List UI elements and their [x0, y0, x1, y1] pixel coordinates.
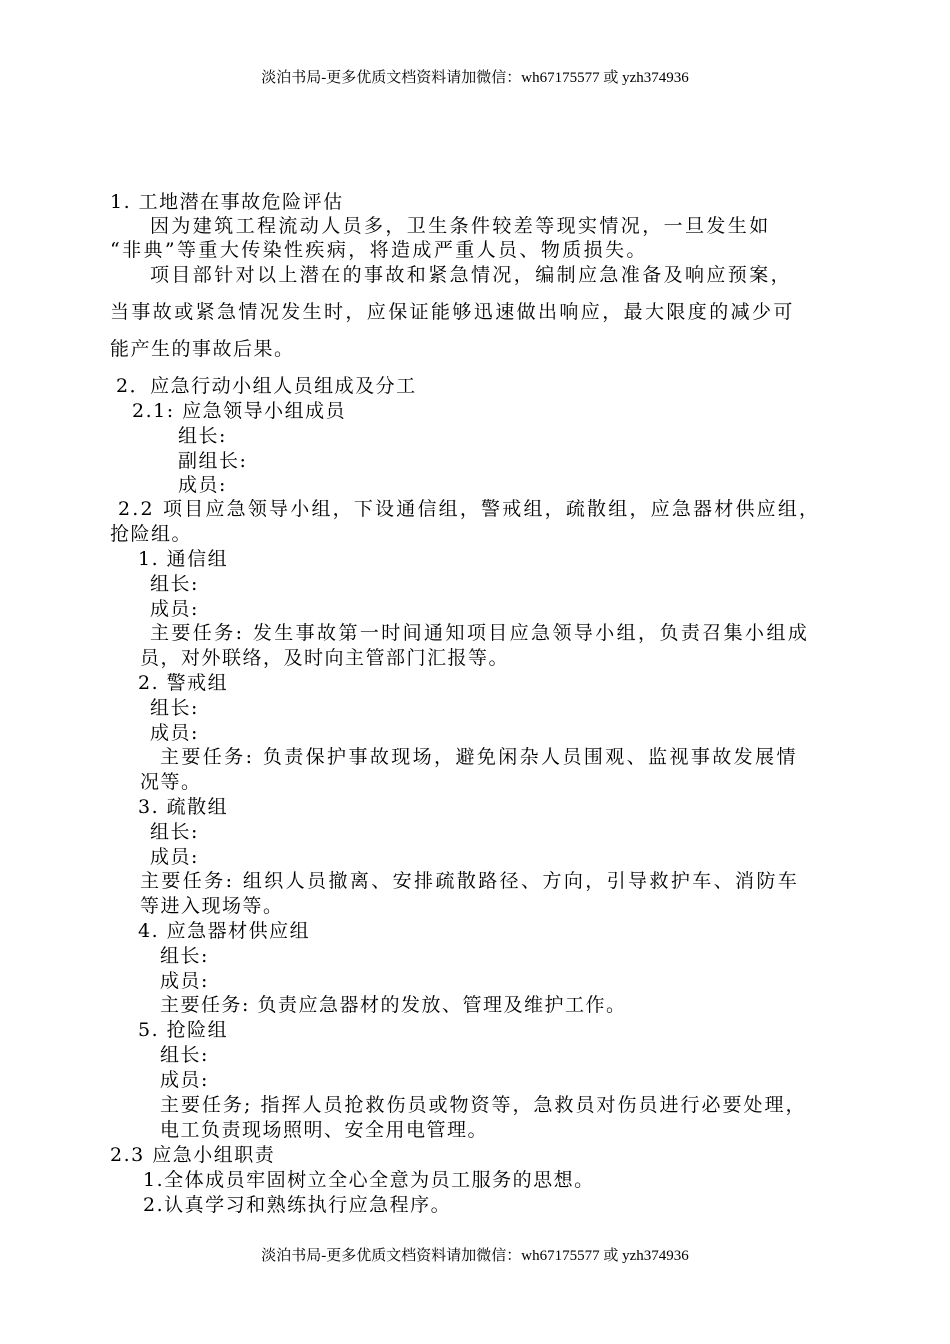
s21-deputy: 副组长:	[178, 450, 248, 472]
group2-title: 2. 警戒组	[138, 672, 229, 694]
group2-task-line2: 况等。	[140, 771, 202, 793]
group1-members: 成员:	[150, 598, 199, 620]
group1-task-line1: 主要任务: 发生事故第一时间通知项目应急领导小组，负责召集小组成	[150, 622, 810, 644]
group4-task-line1: 主要任务: 负责应急器材的发放、管理及维护工作。	[160, 994, 627, 1016]
group5-task-line1: 主要任务; 指挥人员抢救伤员或物资等，急救员对伤员进行必要处理，	[160, 1094, 807, 1116]
group1-title: 1. 通信组	[138, 548, 229, 570]
section1-p1-line2: “非典”等重大传染性疾病，将造成严重人员、物质损失。	[110, 239, 648, 261]
section2-title: 2．应急行动小组人员组成及分工	[116, 375, 417, 397]
s22-intro-line1: 2.2 项目应急领导小组，下设通信组，警戒组，疏散组，应急器材供应组，	[118, 498, 821, 520]
group5-task-line2: 电工负责现场照明、安全用电管理。	[160, 1119, 489, 1141]
group5-title: 5. 抢险组	[138, 1019, 229, 1041]
group4-title: 4. 应急器材供应组	[138, 920, 311, 942]
section1-p2-line1: 项目部针对以上潜在的事故和紧急情况，编制应急准备及响应预案，	[150, 264, 793, 286]
section1-title: 1. 工地潜在事故危险评估	[110, 191, 344, 213]
group3-members: 成员:	[150, 846, 199, 868]
section1-p2-line2: 当事故或紧急情况发生时，应保证能够迅速做出响应，最大限度的减少可	[110, 301, 795, 323]
group5-leader: 组长:	[160, 1044, 209, 1066]
group5-members: 成员:	[160, 1069, 209, 1091]
section1-p1-line1: 因为建筑工程流动人员多，卫生条件较差等现实情况，一旦发生如	[150, 215, 771, 237]
page-footer: 淡泊书局-更多优质文档资料请加微信：wh67175577 或 yzh374936	[261, 1248, 689, 1264]
group3-leader: 组长:	[150, 821, 199, 843]
s23-title: 2.3 应急小组职责	[110, 1144, 276, 1166]
group2-leader: 组长:	[150, 697, 199, 719]
s22-intro-line2: 抢险组。	[110, 523, 193, 545]
group2-members: 成员:	[150, 722, 199, 744]
group3-task-line1: 主要任务: 组织人员撤离、安排疏散路径、方向，引导救护车、消防车	[140, 870, 800, 892]
s21-title: 2.1: 应急领导小组成员	[132, 400, 347, 422]
s21-leader: 组长:	[178, 425, 227, 447]
group1-task-line2: 员，对外联络，及时向主管部门汇报等。	[140, 647, 510, 669]
s21-members: 成员:	[178, 474, 227, 496]
group4-members: 成员:	[160, 970, 209, 992]
section1-p2-line3: 能产生的事故后果。	[110, 338, 295, 360]
group3-title: 3. 疏散组	[138, 796, 229, 818]
page-header: 淡泊书局-更多优质文档资料请加微信：wh67175577 或 yzh374936	[261, 70, 689, 86]
group2-task-line1: 主要任务: 负责保护事故现场，避免闲杂人员围观、监视事故发展情	[160, 746, 798, 768]
group4-leader: 组长:	[160, 945, 209, 967]
group3-task-line2: 等进入现场等。	[140, 895, 284, 917]
s23-item-2: 2.认真学习和熟练执行应急程序。	[143, 1194, 452, 1216]
group1-leader: 组长:	[150, 573, 199, 595]
s23-item-1: 1.全体成员牢固树立全心全意为员工服务的思想。	[143, 1169, 595, 1191]
